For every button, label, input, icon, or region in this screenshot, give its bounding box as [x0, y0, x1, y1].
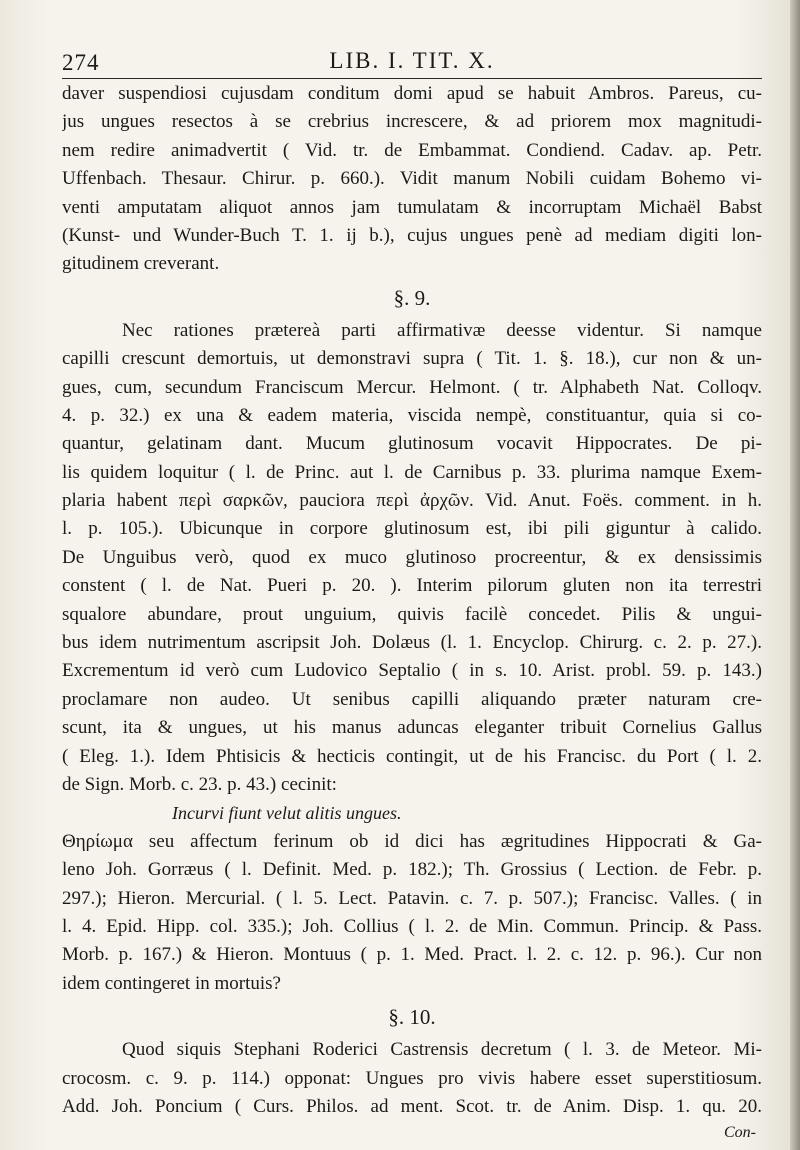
text-line: lis quidem loquitur ( l. de Princ. aut l. de Carnibus p. 33. plurima namque Exem- — [62, 461, 762, 483]
text-line: l. p. 105.). Ubicunque in corpore glutinosum est, ibi pili giguntur à calido. — [62, 518, 762, 540]
text-line: gues, cum, secundum Franciscum Mercur. Helmont. ( tr. Alphabeth Nat. Colloqv. — [62, 376, 762, 398]
text-line: jus ungues resectos à se crebrius increscere, & ad priorem mox magnitudi- — [62, 111, 762, 133]
text-line: Excrementum id verò cum Ludovico Septalio ( in s. 10. Arist. probl. 59. p. 143.) — [62, 660, 762, 682]
section-heading-10: §. 10. — [388, 1005, 436, 1030]
text-line: (Kunst- und Wunder-Buch T. 1. ij b.), cujus ungues penè ad mediam digiti lon- — [62, 224, 762, 246]
text-line: ( Eleg. 1.). Idem Phtisicis & hecticis contingit, ut de his Francisc. du Port ( l. 2. — [62, 745, 762, 767]
text-line: idem contingeret in mortuis? — [62, 972, 281, 994]
text-line: constent ( l. de Nat. Pueri p. 20. ). Interim pilorum gluten non ita terrestri — [62, 575, 762, 597]
text-line: De Unguibus verò, quod ex muco glutinoso procreentur, & ex densissimis — [62, 546, 762, 568]
running-head: LIB. I. TIT. X. — [329, 48, 495, 73]
text-line: de Sign. Morb. c. 23. p. 43.) cecinit: — [62, 773, 337, 795]
text-line: capilli crescunt demortuis, ut demonstravi supra ( Tit. 1. §. 18.), cur non & un- — [62, 348, 762, 370]
text-line: quantur, gelatinam dant. Mucum glutinosum vocavit Hippocrates. De pi- — [62, 433, 762, 455]
verse-quotation: Incurvi fiunt velut alitis ungues. — [172, 803, 402, 824]
text-line: daver suspendiosi cujusdam conditum domi apud se habuit Ambros. Pareus, cu- — [62, 83, 762, 104]
page-number: 274 — [62, 50, 100, 75]
text-line: Nec rationes prætereà parti affirmativæ deesse videntur. Si namque — [122, 319, 762, 341]
catchword: Con- — [724, 1124, 756, 1142]
text-line: plaria habent περὶ σαρκῶν, pauciora περὶ ἀρχῶν. Vid. Anut. Foës. comment. in h. — [62, 490, 762, 512]
text-line: Add. Joh. Poncium ( Curs. Philos. ad ment. Scot. tr. de Anim. Disp. 1. qu. 20. — [62, 1095, 762, 1117]
text-line: squalore abundare, prout unguium, quivis facilè concedet. Pilis & ungui- — [62, 603, 762, 625]
body-text — [62, 80, 762, 1145]
text-line: nem redire animadvertit ( Vid. tr. de Embammat. Condiend. Cadav. ap. Petr. — [62, 139, 762, 161]
text-line: Uffenbach. Thesaur. Chirur. p. 660.). Vidit manum Nobili cuidam Bohemo vi- — [62, 168, 762, 190]
text-line: scunt, ita & ungues, ut his manus aduncas eleganter tribuit Cornelius Gallus — [62, 717, 762, 739]
text-line: leno Joh. Gorræus ( l. Definit. Med. p. 182.); Th. Grossius ( Lection. de Febr. p. — [62, 859, 762, 881]
section-heading-9: §. 9. — [393, 285, 431, 310]
text-line: bus idem nutrimentum ascripsit Joh. Dolæus (l. 1. Encyclop. Chirurg. c. 2. p. 27.). — [62, 632, 762, 654]
page-gutter-edge — [790, 0, 800, 1150]
text-line: proclamare non audeo. Ut senibus capilli aliquando præter naturam cre- — [62, 688, 762, 710]
page-header — [62, 44, 762, 79]
text-line: Morb. p. 167.) & Hieron. Montuus ( p. 1. Med. Pract. l. 2. c. 12. p. 96.). Cur non — [62, 944, 762, 966]
text-line: gitudinem creverant. — [62, 253, 220, 275]
text-line: 297.); Hieron. Mercurial. ( l. 5. Lect. Patavin. c. 7. p. 507.); Francisc. Valles. ( in — [62, 887, 762, 909]
text-line: venti amputatam aliquot annos jam tumulatam & incorruptam Michaël Babst — [62, 196, 762, 218]
text-line: crocosm. c. 9. p. 114.) opponat: Ungues pro vivis habere esset superstitiosum. — [62, 1067, 762, 1089]
text-line: Quod siquis Stephani Roderici Castrensis decretum ( l. 3. de Meteor. Mi- — [122, 1039, 762, 1061]
text-line: Θηρίωμα seu affectum ferinum ob id dici has ægritudines Hippocrati & Ga- — [62, 830, 762, 852]
text-line: 4. p. 32.) ex una & eadem materia, viscida nempè, constituantur, quia si co- — [62, 404, 762, 426]
text-line: l. 4. Epid. Hipp. col. 335.); Joh. Collius ( l. 2. de Min. Commun. Princip. & Pass. — [62, 915, 762, 937]
